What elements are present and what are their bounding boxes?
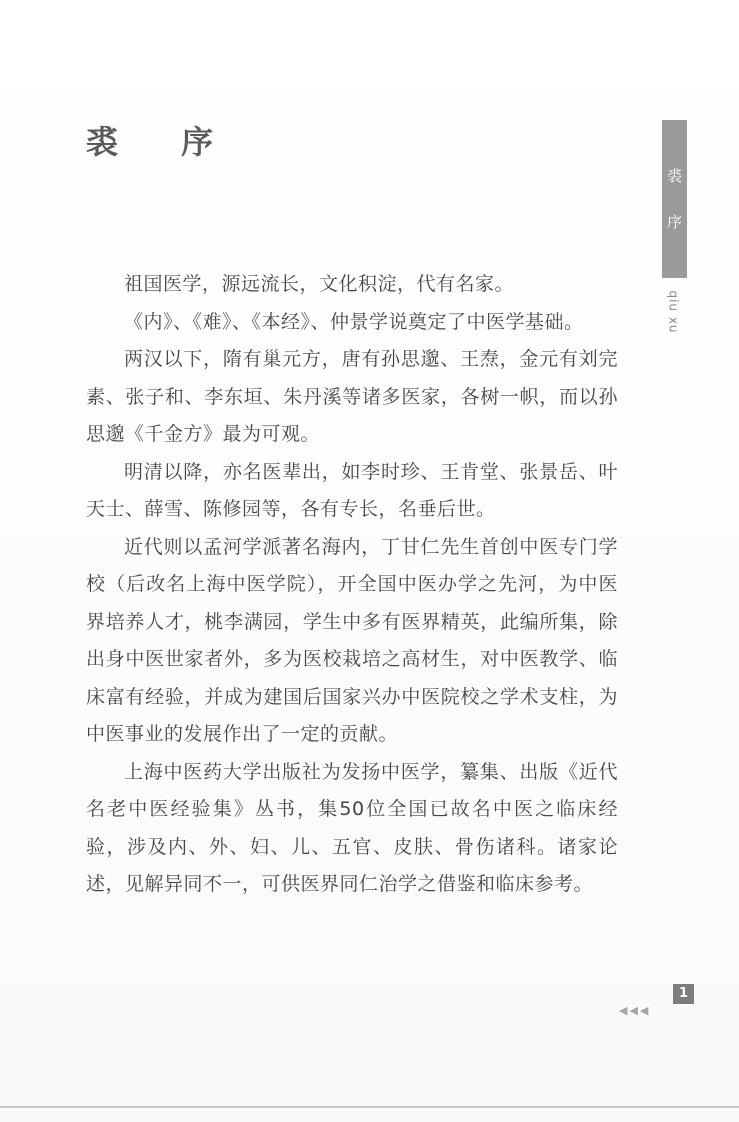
page-arrows-icon: ◀◀◀ xyxy=(619,1004,651,1017)
page-title: 裘 序 xyxy=(86,123,240,161)
paragraph-1: 祖国医学，源远流长，文化积淀，代有名家。 xyxy=(124,273,515,295)
bottom-divider xyxy=(0,1106,739,1108)
side-tab-char-1: 裘 xyxy=(666,167,682,185)
side-tab-char-2: 序 xyxy=(666,213,682,231)
paragraph-3: 两汉以下，隋有巢元方，唐有孙思邈、王焘，金元有刘完素、张子和、李东垣、朱丹溪等诸多医家，各树一帜，而以孙思邈《千金方》最为可观。 xyxy=(86,348,618,445)
paragraph-2: 《内》、《难》、《本经》、仲景学说奠定了中医学基础。 xyxy=(124,310,584,333)
side-tab-pinyin-text: qiu xu xyxy=(667,290,682,334)
preface-body xyxy=(86,266,618,904)
page-number: 1 xyxy=(673,984,694,1004)
paragraph-4: 明清以降，亦名医辈出，如李时珍、王肯堂、张景岳、叶天士、薛雪、陈修园等，各有专长，名垂后世。 xyxy=(86,460,618,520)
paragraph-5: 近代则以孟河学派著名海内，丁甘仁先生首创中医专门学校（后改名上海中医学院），开全国中医办学之先河，为中医界培养人才，桃李满园，学生中多有医界精英，此编所集，除出身中医世家者外，多为医校栽培之高材生，对中医教学、临床富有经验，并成为建国后国家兴办中医院校之学术支柱，为中医事业的发展作出了一定的贡献。 xyxy=(86,535,618,745)
side-tab-pinyin xyxy=(665,282,683,342)
paragraph-6: 上海中医药大学出版社为发扬中医学，纂集、出版《近代名老中医经验集》丛书，集50位全国已故名中医之临床经验，涉及内、外、妇、儿、五官、皮肤、骨伤诸科。诸家论述，见解异同不一，可供医界同仁治学之借鉴和临床参考。 xyxy=(86,760,618,895)
chapter-side-tab xyxy=(662,120,687,278)
